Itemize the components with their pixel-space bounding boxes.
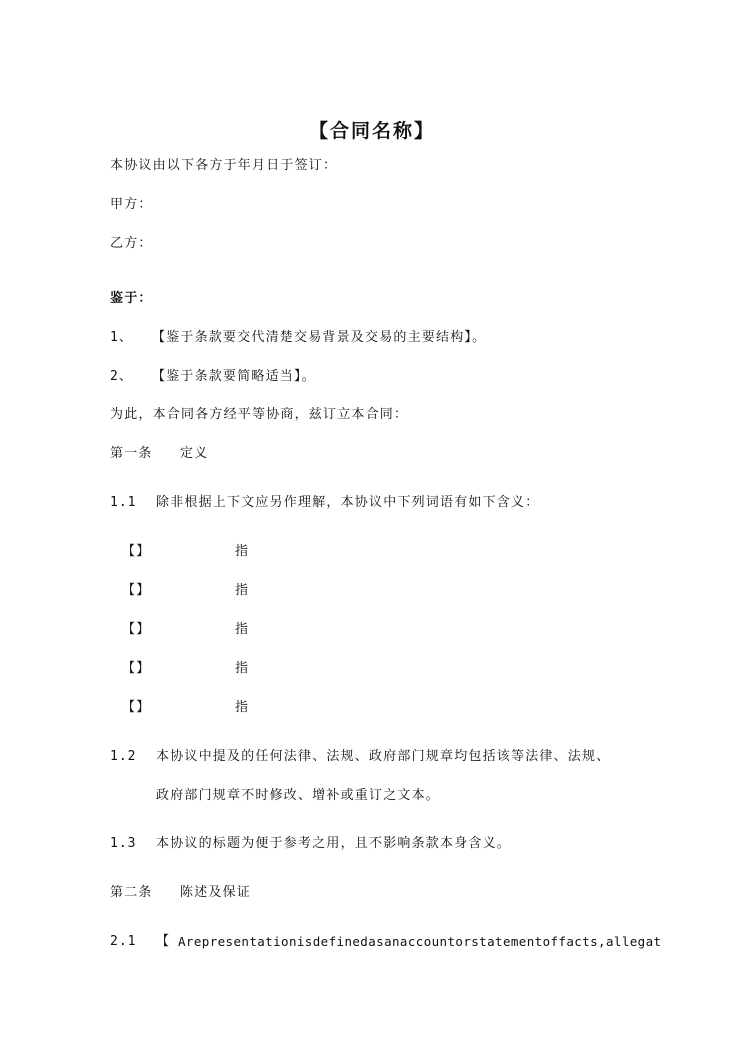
definition-term: 【】 <box>122 544 151 559</box>
definition-means: 指 <box>235 622 250 637</box>
article-title: 定义 <box>180 446 209 461</box>
intro-sentence: 本协议由以下各方于年月日于签订： <box>110 158 338 173</box>
clause-number: 2.1 <box>110 934 137 949</box>
clause-text: 除非根据上下文应另作理解，本协议中下列词语有如下含义： <box>156 495 540 510</box>
recital-number: 2、 <box>110 369 133 384</box>
definition-term: 【】 <box>122 661 151 676</box>
agreement-statement: 为此，本合同各方经平等协商，兹订立本合同： <box>110 407 409 422</box>
whereas-heading: 鉴于： <box>110 291 153 306</box>
article-number: 第一条 <box>110 446 153 461</box>
clause-number: 1.3 <box>110 836 137 851</box>
article-title: 陈述及保证 <box>180 885 252 900</box>
clause-number: 1.1 <box>110 495 137 510</box>
clause-text: 本协议的标题为便于参考之用，且不影响条款本身含义。 <box>156 836 512 851</box>
clause-number: 1.2 <box>110 749 137 764</box>
definition-term: 【】 <box>122 622 151 637</box>
definition-term: 【】 <box>122 700 151 715</box>
definition-means: 指 <box>235 544 250 559</box>
recital-text: 【鉴于条款要简略适当】。 <box>152 369 316 384</box>
definition-means: 指 <box>235 700 250 715</box>
definition-means: 指 <box>235 583 250 598</box>
recital-text: 【鉴于条款要交代清楚交易背景及交易的主要结构】。 <box>152 330 487 345</box>
clause-text-line-1: 本协议中提及的任何法律、法规、政府部门规章均包括该等法律、法规、 <box>156 749 611 764</box>
recital-number: 1、 <box>110 330 133 345</box>
clause-text: Arepresentationisdefinedasanaccountorstatementoffacts,allegat <box>178 934 662 949</box>
contract-title: 【合同名称】 <box>308 120 435 142</box>
party-a-label: 甲方： <box>110 197 153 212</box>
clause-bracket: 【 <box>156 934 171 949</box>
definition-term: 【】 <box>122 583 151 598</box>
article-number: 第二条 <box>110 885 153 900</box>
clause-text-line-2: 政府部门规章不时修改、增补或重订之文本。 <box>156 788 441 803</box>
definition-means: 指 <box>235 661 250 676</box>
party-b-label: 乙方： <box>110 236 153 251</box>
